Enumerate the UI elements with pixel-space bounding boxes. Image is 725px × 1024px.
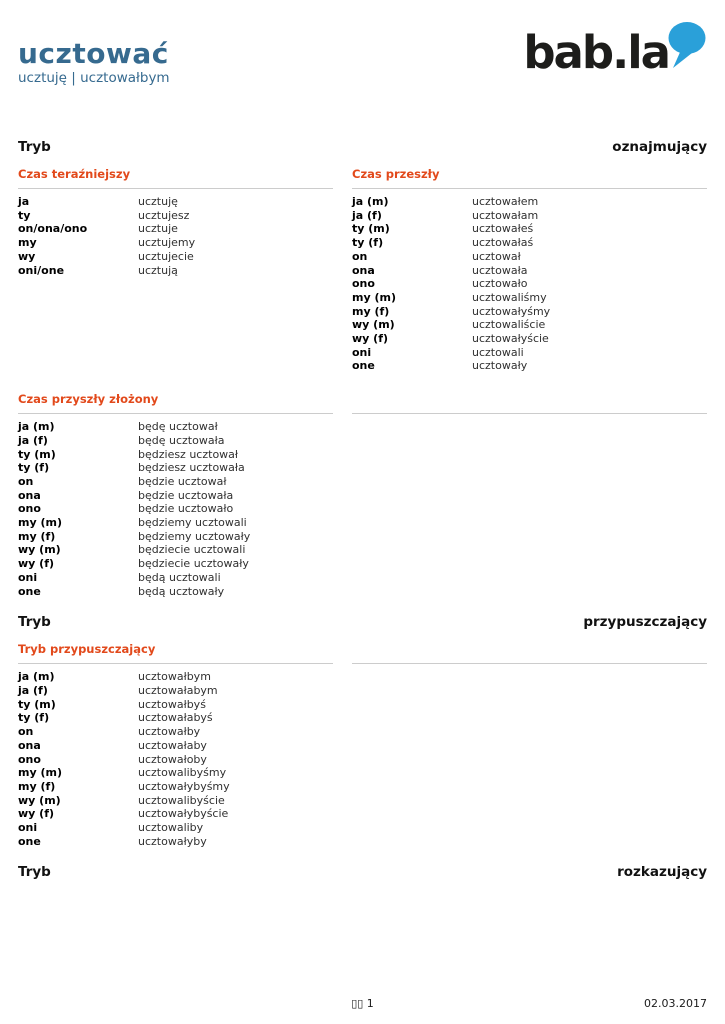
conjugation-row <box>18 502 333 516</box>
pronoun: wy (f) <box>18 807 55 821</box>
verb-form: ucztowałyby <box>138 834 207 848</box>
pronoun: my (m) <box>352 290 396 304</box>
conjugation-row <box>352 209 707 223</box>
conjugation-row <box>18 698 333 712</box>
pronoun: one <box>18 834 41 848</box>
conjugation-row <box>352 346 707 360</box>
pronoun: wy (m) <box>18 793 61 807</box>
pronoun: ty (m) <box>352 222 390 236</box>
conjugation-row <box>18 766 333 780</box>
conjugation-row <box>18 250 333 264</box>
conjugation-row <box>18 739 333 753</box>
pronoun: my (f) <box>352 304 390 318</box>
footer-date: 02.03.2017 <box>644 997 707 1010</box>
verb-form: ucztowaliście <box>472 318 546 332</box>
conjugation-row <box>18 835 333 849</box>
conjugation-row <box>352 305 707 319</box>
conjugation-row <box>18 794 333 808</box>
verb-form: ucztowałaby <box>138 738 207 752</box>
pronoun: ty (f) <box>18 461 50 475</box>
verb-form: ucztowali <box>472 345 524 359</box>
conjugation-rows <box>352 195 707 373</box>
pronoun: oni <box>352 345 372 359</box>
mode-name: oznajmujący <box>612 139 707 155</box>
verb-form: ucztowałybyśmy <box>138 779 230 793</box>
pronoun: on <box>18 725 34 739</box>
pronoun: ja (m) <box>352 195 389 208</box>
verb-form: ucztowałoby <box>138 752 207 766</box>
conjugation-row <box>352 291 707 305</box>
verb-form: ucztowała <box>472 263 528 277</box>
conjugation-row <box>18 209 333 223</box>
pronoun: ja (m) <box>18 420 55 434</box>
verb-form: ucztuję <box>138 195 178 208</box>
pronoun: one <box>18 584 41 598</box>
verb-form: będę ucztowała <box>138 433 225 447</box>
conjugation-row <box>18 557 333 571</box>
verb-form: ucztują <box>138 263 178 277</box>
pronoun: my (f) <box>18 779 56 793</box>
verb-form: będziesz ucztowała <box>138 461 245 475</box>
pronoun: on/ona/ono <box>18 222 88 236</box>
verb-form: ucztowałeś <box>472 222 534 236</box>
pronoun: oni <box>18 821 38 835</box>
pronoun: one <box>352 359 375 373</box>
mode-label: Tryb <box>18 139 51 155</box>
pronoun: wy (f) <box>18 557 55 571</box>
pronoun: on <box>18 474 34 488</box>
pronoun: my <box>18 236 37 250</box>
pronoun: on <box>352 249 368 263</box>
mode-header <box>18 615 707 629</box>
conjugation-row <box>18 461 333 475</box>
verb-form: będziesz ucztował <box>138 447 239 461</box>
mode-section-1 <box>18 615 707 848</box>
verb-form: będziecie ucztowali <box>138 543 246 557</box>
mode-section-2 <box>18 865 707 879</box>
empty-column-rule <box>352 642 707 664</box>
verb-form: ucztowałyśmy <box>472 304 551 318</box>
conjugation-rows <box>18 420 333 598</box>
conjugation-row <box>18 475 333 489</box>
conjugation-row <box>18 821 333 835</box>
conjugation-row <box>18 684 333 698</box>
conjugation-row <box>352 195 707 209</box>
pronoun: ono <box>18 752 41 766</box>
verb-form: ucztowałybyście <box>138 807 229 821</box>
pronoun: ono <box>18 502 41 516</box>
conjugation-row <box>352 277 707 291</box>
pronoun: ty (f) <box>18 711 50 725</box>
verb-form: będą ucztowali <box>138 570 221 584</box>
tense-title: Czas przyszły złożony <box>18 392 333 414</box>
pronoun: wy (m) <box>18 543 61 557</box>
tense-title: Tryb przypuszczający <box>18 642 333 664</box>
verb-form: ucztowaliby <box>138 821 204 835</box>
verb-form: będę ucztował <box>138 420 218 434</box>
page-number-label: ▯▯ 1 <box>351 997 374 1010</box>
document-header <box>18 0 707 86</box>
verb-form: będą ucztowały <box>138 584 225 598</box>
conjugation-row <box>18 264 333 278</box>
conjugation-row <box>18 236 333 250</box>
pronoun: wy <box>18 249 36 263</box>
tense-block <box>18 392 333 598</box>
verb-form: ucztowałaś <box>472 236 534 250</box>
verb-form: będziemy ucztowali <box>138 516 247 530</box>
pronoun: ona <box>352 263 375 277</box>
conjugation-rows <box>18 670 333 848</box>
pronoun: ja <box>18 195 30 208</box>
pronoun: oni <box>18 570 38 584</box>
verb-form: ucztowaliśmy <box>472 290 547 304</box>
tense-title: Czas przeszły <box>352 167 707 189</box>
conjugation-row <box>352 332 707 346</box>
verb-form: ucztowały <box>472 359 528 373</box>
pronoun: ona <box>18 738 41 752</box>
conjugation-row <box>18 530 333 544</box>
verb-form: będzie ucztowała <box>138 488 234 502</box>
conjugation-row <box>18 543 333 557</box>
conjugation-row <box>18 489 333 503</box>
pronoun: ty (f) <box>352 236 384 250</box>
tense-title: Czas teraźniejszy <box>18 167 333 189</box>
conjugation-row <box>18 420 333 434</box>
tense-blocks-row <box>18 392 707 598</box>
conjugation-row <box>352 236 707 250</box>
mode-label: Tryb <box>18 864 51 881</box>
verb-form: ucztowałabyś <box>138 711 213 725</box>
conjugation-row <box>18 807 333 821</box>
pronoun: oni/one <box>18 263 65 277</box>
verb-form: ucztowało <box>472 277 528 291</box>
verb-form: ucztujesz <box>138 208 190 222</box>
verb-form: ucztowalibyście <box>138 793 225 807</box>
pronoun: ja (f) <box>18 433 48 447</box>
conjugation-row <box>18 222 333 236</box>
mode-header <box>18 865 707 879</box>
tense-blocks-row <box>18 642 707 848</box>
pronoun: ja (f) <box>18 683 48 697</box>
pronoun: my (f) <box>18 529 56 543</box>
verb-form: ucztowałem <box>472 195 539 208</box>
babla-logo <box>523 26 707 79</box>
conjugation-row <box>18 516 333 530</box>
conjugation-row <box>352 250 707 264</box>
verb-form: ucztowałbyś <box>138 697 206 711</box>
verb-form: ucztowałbym <box>138 670 211 684</box>
conjugation-row <box>18 571 333 585</box>
verb-form: będzie ucztował <box>138 474 227 488</box>
pronoun: ono <box>352 277 375 291</box>
pronoun: ja (f) <box>352 208 382 222</box>
verb-form: ucztowałabym <box>138 683 218 697</box>
verb-form: będziecie ucztowały <box>138 557 249 571</box>
tense-block <box>352 167 707 373</box>
verb-form: ucztowałby <box>138 725 201 739</box>
verb-form: ucztowałam <box>472 208 539 222</box>
verb-form: ucztuje <box>138 222 178 236</box>
tense-block <box>18 167 333 277</box>
verb-form: ucztujemy <box>138 236 196 250</box>
verb-form: ucztowałyście <box>472 332 549 346</box>
verb-form: ucztujecie <box>138 249 194 263</box>
mode-header <box>18 140 707 154</box>
mode-label: Tryb <box>18 614 51 631</box>
conjugation-row <box>18 195 333 209</box>
pronoun: wy (m) <box>352 318 395 332</box>
conjugation-row <box>352 264 707 278</box>
speech-bubble-icon <box>665 20 707 74</box>
mode-name: rozkazujący <box>617 864 707 881</box>
verb-form: będziemy ucztowały <box>138 529 251 543</box>
conjugation-row <box>352 318 707 332</box>
verb-title: ucztować <box>18 37 169 70</box>
conjugation-row <box>18 448 333 462</box>
pronoun: my (m) <box>18 516 62 530</box>
tense-block <box>18 642 333 848</box>
verb-form: będzie ucztowało <box>138 502 234 516</box>
conjugation-row <box>18 725 333 739</box>
pronoun: wy (f) <box>352 332 389 346</box>
empty-column-rule <box>352 392 707 414</box>
conjugation-row <box>352 222 707 236</box>
mode-name: przypuszczający <box>583 614 707 631</box>
tense-blocks-row <box>18 167 707 373</box>
conjugation-row <box>18 711 333 725</box>
conjugation-row <box>18 434 333 448</box>
conjugation-row <box>352 359 707 373</box>
conjugation-rows <box>18 195 333 277</box>
verb-key-forms: ucztuję | ucztowałbym <box>18 70 170 86</box>
conjugation-sections <box>18 140 707 879</box>
babla-logo-text: bab.la <box>523 26 669 79</box>
conjugation-row <box>18 670 333 684</box>
pronoun: ona <box>18 488 41 502</box>
pronoun: ty <box>18 208 31 222</box>
verb-form: ucztował <box>472 249 521 263</box>
verb-form: ucztowalibyśmy <box>138 766 227 780</box>
conjugation-row <box>18 780 333 794</box>
pronoun: ja (m) <box>18 670 55 684</box>
pronoun: ty (m) <box>18 697 56 711</box>
conjugation-row <box>18 585 333 599</box>
conjugation-row <box>18 753 333 767</box>
mode-section-0 <box>18 140 707 598</box>
pronoun: my (m) <box>18 766 62 780</box>
verb-title-block <box>18 37 170 86</box>
pronoun: ty (m) <box>18 447 56 461</box>
